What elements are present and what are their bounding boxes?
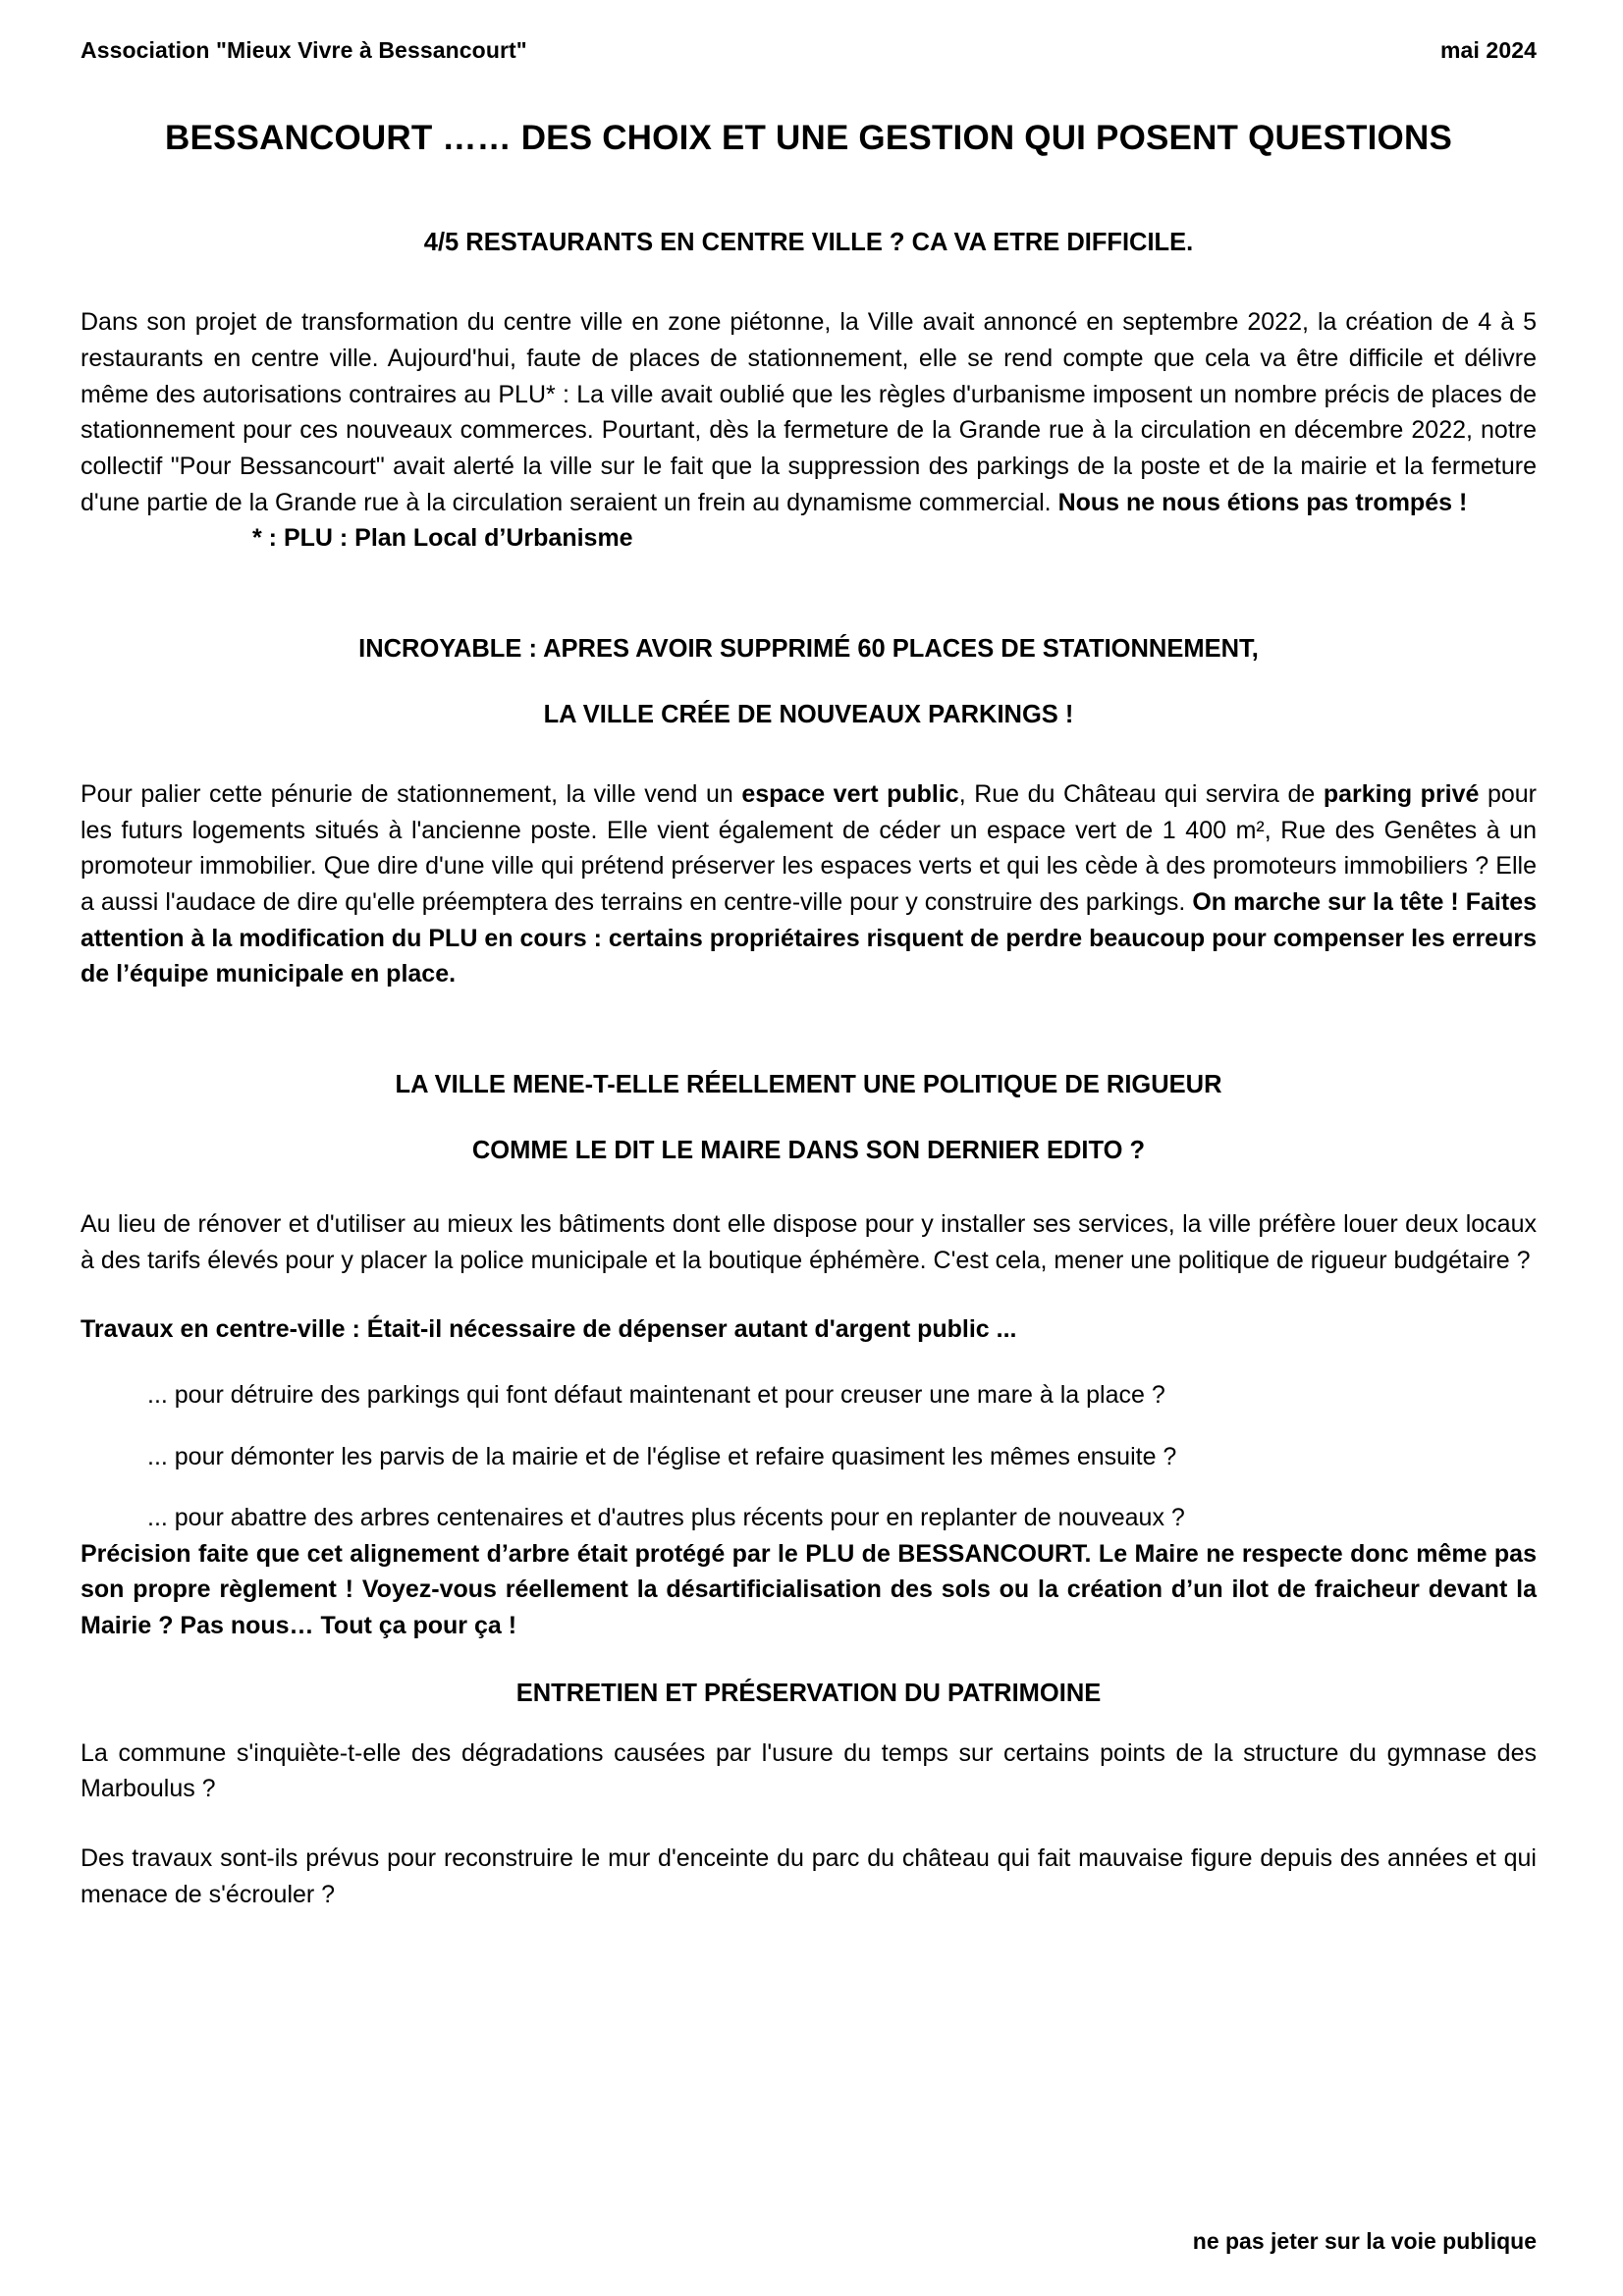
section-2-text-part-3: pour les futurs logements situés à l'ancienne poste. Elle vient également de céder un espace vert de 1 400 m², Rue des Genêtes à un promoteur immobilier. Que dire d'une ville qui prétend préserver les espaces verts et qui les cède à des promoteurs immobiliers ? Elle a aussi l'audace de dire qu'elle préemptera des terrains en centre-ville pour y construire des parkings. <box>81 780 1538 916</box>
section-2-paragraph <box>81 776 1537 992</box>
section-3-paragraph: Au lieu de rénover et d'utiliser au mieux les bâtiments dont elle dispose pour y installer ses services, la ville préfère louer deux locaux à des tarifs élevés pour y placer la police municipale et la boutique éphémère. C'est cela, mener une politique de rigueur budgétaire ? <box>81 1210 1537 1274</box>
plu-footnote: * : PLU : Plan Local d’Urbanisme <box>252 524 633 553</box>
section-1-text: Dans son projet de transformation du centre ville en zone piétonne, la Ville avait annoncé en septembre 2022, la création de 4 à 5 restaurants en centre ville. Aujourd'hui, faute de places de stationnement, elle se rend compte que cela va être difficile et délivre même des autorisations contraires au PLU* : La ville avait oublié que les règles d'urbanisme imposent un nombre précis de places de stationnement pour ces nouveaux commerces. Pourtant, dès la fermeture de la Grande rue à la circulation en décembre 2022, notre collectif "Pour Bessancourt" avait alerté la ville sur le fait que la suppression des parkings de la poste et de la mairie et la fermeture d'une partie de la Grande rue à la circulation seraient un frein au dynamisme commercial. <box>81 308 1537 516</box>
list-item: ... pour détruire des parkings qui font défaut maintenant et pour creuser une mare à la place ? <box>147 1380 1165 1409</box>
section-4-paragraph-1: La commune s'inquiète-t-elle des dégradations causées par l'usure du temps sur certains points de la structure du gymnase des Marboulus ? <box>81 1738 1537 1803</box>
section-3-heading-line-1: LA VILLE MENE-T-ELLE RÉELLEMENT UNE POLITIQUE DE RIGUEUR <box>395 1070 1222 1098</box>
section-1-emphasis: Nous ne nous étions pas trompés ! <box>1057 488 1468 516</box>
list-item: ... pour abattre des arbres centenaires et d'autres plus récents pour en replanter de nouveaux ? <box>147 1504 1185 1532</box>
list-item: ... pour démonter les parvis de la mairie et de l'église et refaire quasiment les mêmes ensuite ? <box>147 1442 1177 1470</box>
section-2-heading-line-2: LA VILLE CRÉE DE NOUVEAUX PARKINGS ! <box>543 700 1074 728</box>
section-2-heading-line-1: INCROYABLE : APRES AVOIR SUPPRIMÉ 60 PLACES DE STATIONNEMENT, <box>358 634 1259 663</box>
precision-paragraph: Précision faite que cet alignement d’arbre était protégé par le PLU de BESSANCOURT. Le Maire ne respecte donc même pas son propre règlement ! Voyez-vous réellement la désartificialisation des sols ou la création d’un ilot de fraicheur devant la Mairie ? Pas nous… Tout ça pour ça ! <box>81 1539 1537 1640</box>
publication-date: mai 2024 <box>1440 37 1537 63</box>
section-4-paragraph-2: Des travaux sont-ils prévus pour reconstruire le mur d'enceinte du parc du château qui fait mauvaise figure depuis des années et qui menace de s'écrouler ? <box>81 1844 1537 1908</box>
section-2-emphasis-1: espace vert public <box>741 780 959 809</box>
section-1-paragraph <box>81 304 1537 520</box>
section-2-emphasis-2: parking privé <box>1323 780 1480 809</box>
section-1-heading: 4/5 RESTAURANTS EN CENTRE VILLE ? CA VA ETRE DIFFICILE. <box>423 229 1194 257</box>
document-footer: ne pas jeter sur la voie publique <box>1192 2228 1537 2254</box>
page-title: BESSANCOURT …… DES CHOIX ET UNE GESTION QUI POSENT QUESTIONS <box>164 119 1453 157</box>
section-1-footnote-row <box>81 520 1537 557</box>
section-2-emphasis-3: On marche sur la tête ! Faites attention à la modification du PLU en cours : certains propriétaires risquent de perdre beaucoup pour compenser les erreurs de l’équipe municipale en place. <box>81 887 1537 988</box>
section-2-text-part-2: , Rue du Château qui servira de <box>958 780 1324 809</box>
section-4-heading: ENTRETIEN ET PRÉSERVATION DU PATRIMOINE <box>515 1679 1102 1707</box>
travaux-heading: Travaux en centre-ville : Était-il nécessaire de dépenser autant d'argent public ... <box>81 1315 1017 1344</box>
document-header <box>81 37 1537 64</box>
association-name: Association "Mieux Vivre à Bessancourt" <box>81 37 527 63</box>
section-2-text-part-1: Pour palier cette pénurie de stationnement, la ville vend un <box>81 780 742 809</box>
section-3-heading-line-2: COMME LE DIT LE MAIRE DANS SON DERNIER EDITO ? <box>471 1136 1146 1164</box>
